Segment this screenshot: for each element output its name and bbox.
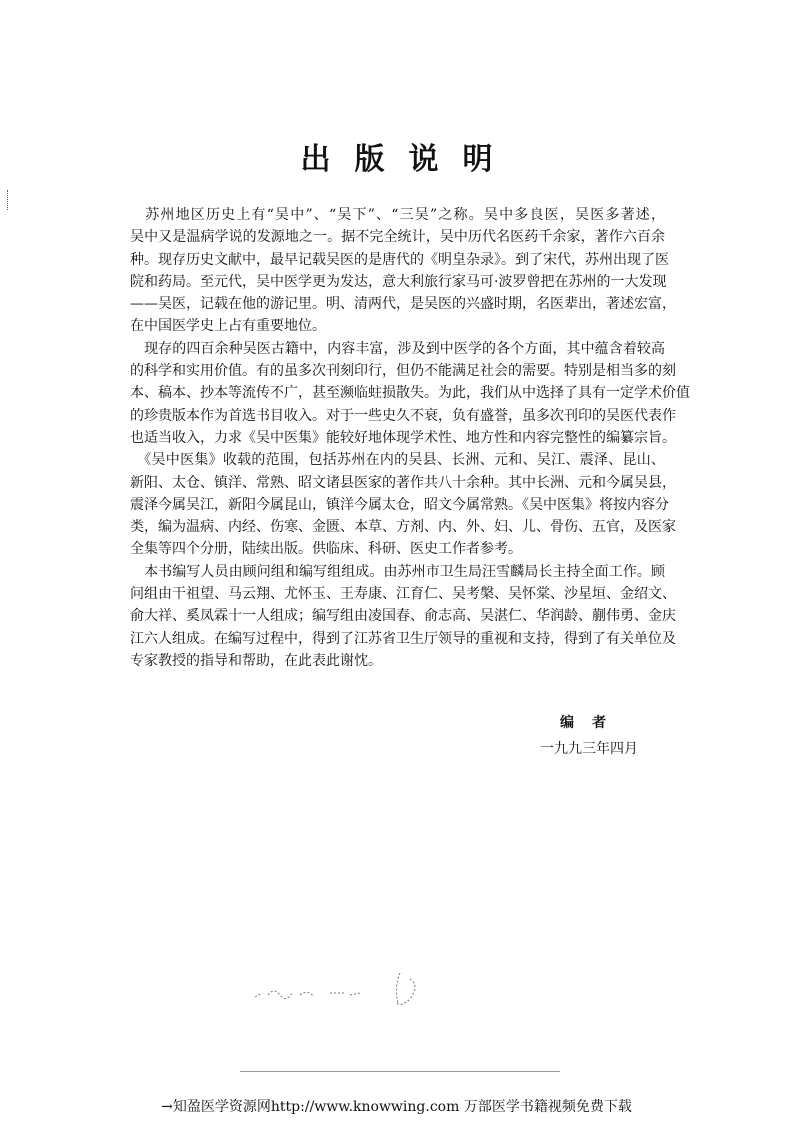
text-line: 本书编写人员由顾问组和编写组组成。由苏州市卫生局汪雪麟局长主持全面工作。顾 — [130, 563, 665, 580]
text-line: 的科学和实用价值。有的虽多次刊刻印行，但仍不能满足社会的需要。特别是相当多的刻 — [130, 363, 676, 380]
text-line: 全集等四个分册，陆续出版。供临床、科研、医史工作者参考。 — [130, 541, 522, 558]
text-line: 本、稿本、抄本等流传不广，甚至濒临蛀损散失。为此，我们从中选择了具有一定学术价值 — [130, 385, 690, 402]
date: 一九九三年四月 — [540, 741, 638, 757]
text-line: ——吴医，记载在他的游记里。明、清两代，是吴医的兴盛时期，名医辈出，著述宏富， — [130, 296, 676, 313]
divider — [240, 1071, 560, 1072]
text-line: 《吴中医集》收载的范围，包括苏州在内的吴县、长洲、元和、吴江、震泽、昆山、 — [130, 452, 665, 469]
text-line: 类，编为温病、内经、伤寒、金匮、本草、方剂、内、外、妇、儿、骨伤、五官，及医家 — [130, 519, 676, 536]
text-line: 也适当收入，力求《吴中医集》能较好地体现学术性、地方性和内容完整性的编纂宗旨。 — [130, 429, 676, 446]
text-line: 问组由干祖望、马云翔、尤怀玉、王寿康、江育仁、吴考槃、吴怀棠、沙星垣、金绍文、 — [130, 586, 676, 603]
text-line: 江六人组成。在编写过程中，得到了江苏省卫生厅领导的重视和支持，得到了有关单位及 — [130, 630, 676, 647]
text-line: 现存的四百余种吴医古籍中，内容丰富，涉及到中医学的各个方面，其中蕴含着较高 — [130, 340, 665, 357]
text-line: 吴中又是温病学说的发源地之一。据不完全统计，吴中历代名医药千余家，著作六百余 — [130, 229, 665, 246]
text-line: 俞大祥、奚凤霖十一人组成；编写组由凌国春、俞志高、吴湛仁、华润龄、蒯伟勇、金庆 — [130, 608, 676, 625]
handwritten-scribble — [250, 965, 450, 1015]
page-title: 出版说明 — [300, 142, 517, 177]
text-line: 专家教授的指导和帮助，在此表此谢忱。 — [130, 652, 382, 669]
text-line: 震泽今属吴江，新阳今属昆山，镇洋今属太仓，昭文今属常熟。《吴中医集》将按内容分 — [130, 496, 669, 513]
text-line: 院和药局。至元代，吴中医学更为发达，意大利旅行家马可·波罗曾把在苏州的一大发现 — [130, 273, 667, 290]
text-line: 苏州地区历史上有“吴中”、“吴下”、“三吴”之称。吴中多良医，吴医多著述， — [130, 207, 665, 223]
scan-mark — [7, 190, 10, 210]
document-body — [130, 204, 690, 672]
text-line: 在中国医学史上占有重要地位。 — [130, 318, 326, 335]
text-line: 的珍贵版本作为首选书目收入。对于一些史久不衰，负有盛誉，虽多次刊印的吴医代表作 — [130, 407, 676, 424]
text-line: 新阳、太仓、镇洋、常熟、昭文诸县医家的著作共八十余种。其中长洲、元和今属吴县， — [130, 474, 676, 491]
footer-link[interactable]: →知盈医学资源网http://www.knowwing.com 万部医学书籍视频免费下载 — [161, 1099, 632, 1115]
text-line: 种。现存历史文献中，最早记载吴医的是唐代的《明皇杂录》。到了宋代，苏州出现了医 — [130, 251, 669, 268]
signature: 编者 — [560, 715, 624, 731]
